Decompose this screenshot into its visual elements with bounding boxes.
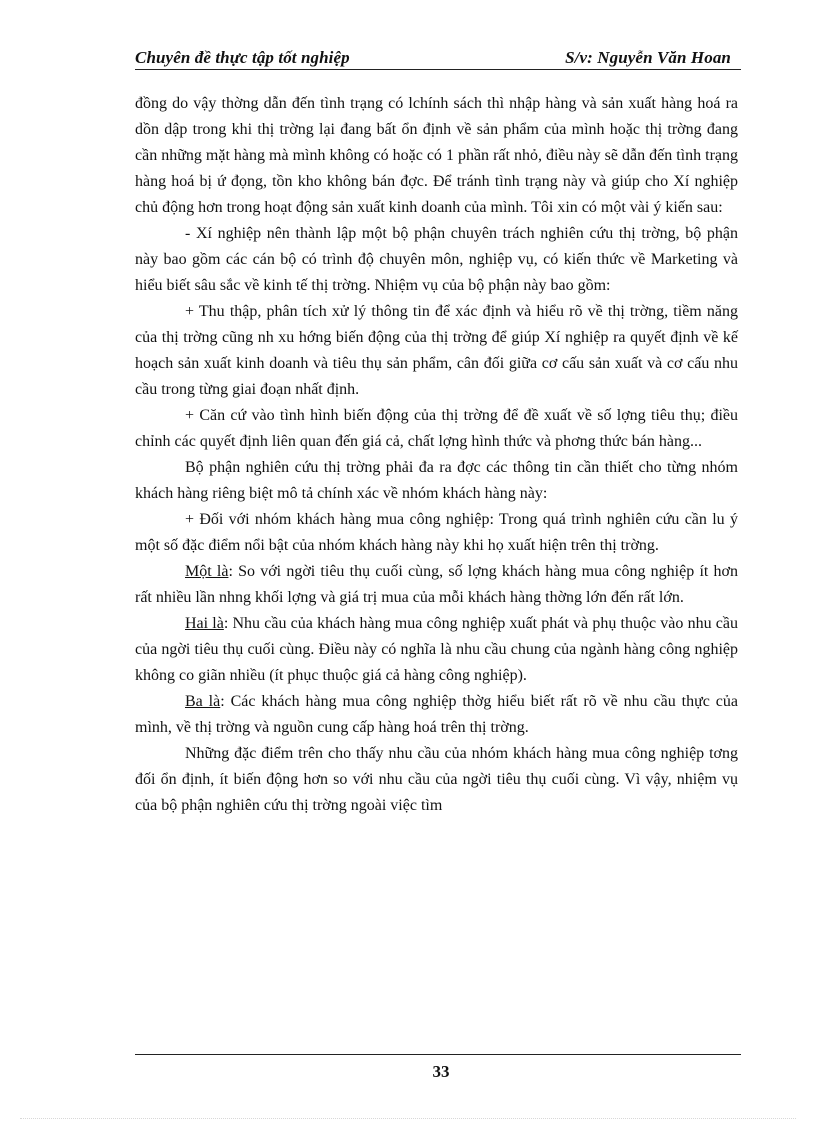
point-text: : Nhu cầu của khách hàng mua công nghiệp xuất phát và phụ thuộc vào nhu cầu của ngời tiêu thụ cuối cùng. Điều này có nghĩa là nhu cầu chung của ngành hàng công nghiệp không co giãn nhiều (ít phục thuộc giá cả hàng công nghiệp). bbox=[135, 615, 739, 684]
document-body bbox=[135, 91, 738, 819]
header-author: S/v: Nguyễn Văn Hoan bbox=[565, 48, 731, 67]
page-number-value: 33 bbox=[432, 1062, 450, 1081]
point-three bbox=[135, 689, 738, 741]
paragraph-1: đồng do vậy thờng dẫn đến tình trạng có lchính sách thì nhập hàng và sản xuất hàng hoá ra dồn dập trong khi thị trờng lại đang bất ổn định về sản phẩm của mình hoặc thị trờng đang cần những mặt hàng mà mình không có hoặc có 1 phần rất nhỏ, điều này sẽ dẫn đến tình trạng hàng hoá bị ứ đọng, tồn kho không bán đợc. Để tránh tình trạng này và giúp cho Xí nghiệp chủ động hơn trong hoạt động sản xuất kinh doanh của mình. Tôi xin có một vài ý kiến sau: bbox=[135, 95, 738, 216]
paragraph-5: Bộ phận nghiên cứu thị trờng phải đa ra đợc các thông tin cần thiết cho từng nhóm khách hàng riêng biệt mô tả chính xác về nhóm khách hàng này: bbox=[135, 459, 738, 502]
point-label: Hai là bbox=[185, 615, 224, 632]
page-header bbox=[135, 47, 741, 70]
closing-paragraph: Những đặc điểm trên cho thấy nhu cầu của nhóm khách hàng mua công nghiệp tơng đối ổn định, ít biến động hơn so với nhu cầu của ngời tiêu thụ cuối cùng. Vì vậy, nhiệm vụ của bộ phận nghiên cứu thị trờng ngoài việc tìm bbox=[135, 745, 738, 814]
paragraph-2: - Xí nghiệp nên thành lập một bộ phận chuyên trách nghiên cứu thị trờng, bộ phận này bao gồm các cán bộ có trình độ chuyên môn, nghiệp vụ, có kiến thức về Marketing và hiểu biết sâu sắc về kinh tế thị trờng. Nhiệm vụ của bộ phận này bao gồm: bbox=[135, 225, 738, 294]
point-label: Một là bbox=[185, 563, 229, 580]
header-title: Chuyên đề thực tập tốt nghiệp bbox=[135, 48, 350, 67]
page-number bbox=[0, 1062, 816, 1082]
point-label: Ba là bbox=[185, 693, 221, 710]
point-text: : So với ngời tiêu thụ cuối cùng, số lợng khách hàng mua công nghiệp ít hơn rất nhiều lần nhng khối lợng và giá trị mua của mỗi khách hàng thờng lớn đến rất lớn. bbox=[135, 563, 739, 606]
paragraph-6: + Đối với nhóm khách hàng mua công nghiệp: Trong quá trình nghiên cứu cần lu ý một số đặc điểm nổi bật của nhóm khách hàng này khi họ xuất hiện trên thị trờng. bbox=[135, 511, 738, 554]
footer-rule bbox=[135, 1054, 741, 1055]
page-bottom-border bbox=[20, 1118, 796, 1119]
point-two bbox=[135, 611, 738, 689]
paragraph-3: + Thu thập, phân tích xử lý thông tin để xác định và hiểu rõ về thị trờng, tiềm năng của thị trờng cũng nh xu hớng biến động của thị trờng để giúp Xí nghiệp ra quyết định về kế hoạch sản xuất kinh doanh và tiêu thụ sản phẩm, cân đối giữa cơ cấu sản xuất và cơ cấu nhu cầu trong từng giai đoạn nhất định. bbox=[135, 303, 738, 398]
point-text: : Các khách hàng mua công nghiệp thờg hiểu biết rất rõ về nhu cầu thực của mình, về thị trờng và nguồn cung cấp hàng hoá trên thị trờng. bbox=[135, 693, 738, 736]
point-one bbox=[135, 559, 738, 611]
paragraph-4: + Căn cứ vào tình hình biến động của thị trờng để đề xuất về số lợng tiêu thụ; điều chỉnh các quyết định liên quan đến giá cả, chất lợng hình thức và phơng thức bán hàng... bbox=[135, 407, 738, 450]
